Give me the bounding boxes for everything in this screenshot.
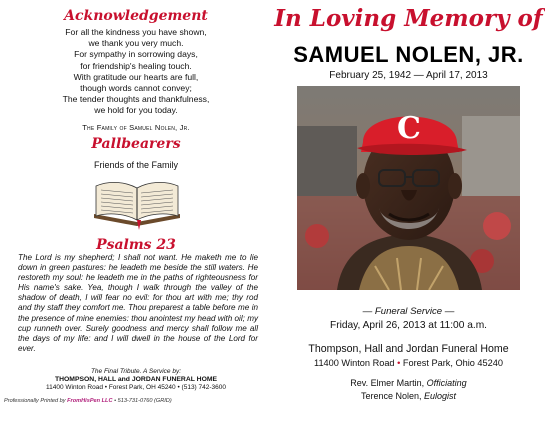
tribute-address: 11400 Winton Road • Forest Park, OH 45240 • (513) 742-3600 [45,384,227,392]
open-bible-icon [88,174,186,232]
pallbearers-title: Pallbearers [91,136,181,152]
portrait-photo [297,86,520,290]
poem-line: we thank you very much. [88,38,184,49]
funeral-service-label: — Funeral Service — [362,306,455,317]
acknowledgement-title: Acknowledgement [64,8,208,24]
right-panel [272,0,545,421]
funeral-home-address [272,358,545,368]
poem-line: though words cannot convey; [80,83,192,94]
life-dates: February 25, 1942 — April 17, 2013 [329,70,488,81]
tribute-funeral-home: THOMPSON, HALL and JORDAN FUNERAL HOME [54,376,218,384]
svg-text:C: C [397,111,421,146]
tribute-block [0,368,272,393]
officiant-name: Rev. Elmer Martin, [350,378,425,388]
printer-brand: FromHisPen LLC [67,398,113,404]
eulogist [272,391,545,401]
poem-line: The tender thoughts and thankfulness, [62,94,210,105]
address-city: Forest Park, Ohio 45240 [402,358,503,368]
pallbearers-subtitle: Friends of the Family [93,160,179,170]
memorial-title: In Loving Memory of [274,5,543,32]
service-date: Friday, April 26, 2013 at 11:00 a.m. [329,320,488,331]
address-street: 11400 Winton Road [314,358,395,368]
tribute-intro: The Final Tribute. A Service by: [90,368,182,375]
poem-line: With gratitude our hearts are full, [73,71,199,82]
poem-line: For all the kindness you have shown, [65,27,207,37]
printer-credit [4,398,272,404]
deceased-name: SAMUEL NOLEN, JR. [293,42,524,67]
bullet-separator: • [397,358,401,368]
officiant [272,378,545,388]
portrait-illustration [297,86,520,290]
printer-phone: • 513-731-0760 (GRID) [114,398,172,404]
poem-line: we hold for you today. [94,105,178,116]
psalm-text: The Lord is my shepherd; I shall not want. He maketh me to lie down in green pastures: he leadeth me beside the still waters. He restoreth my soul: he leadeth me in the paths of righteousness for His name's sake. Yea, though I walk through the valley of the shadow of death, I will fear no evil: for thou art with me; thy rod and thy staff they comfort me. Thou preparest a table before me in the presence of mine enemies: thou anointest my head with oil; my cup runneth over. Surely goodness and mercy shall follow me all the days of my life: and I will dwell in the house of the Lord for ever. [18,253,258,353]
eulogist-role: Eulogist [424,391,457,401]
officiant-role: Officiating [426,378,467,388]
poem-line: For sympathy in sorrowing days, [74,49,198,60]
printer-prefix: Professionally Printed by [4,398,66,404]
family-signature: The Family of Samuel Nolen, Jr. [82,123,190,132]
funeral-home-name: Thompson, Hall and Jordan Funeral Home [308,343,509,355]
poem-line: for friendship's healing touch. [80,60,192,71]
psalm-title: Psalms 23 [96,237,176,253]
eulogist-name: Terence Nolen, [360,391,422,401]
left-panel [0,0,272,421]
acknowledgement-poem [0,27,272,117]
